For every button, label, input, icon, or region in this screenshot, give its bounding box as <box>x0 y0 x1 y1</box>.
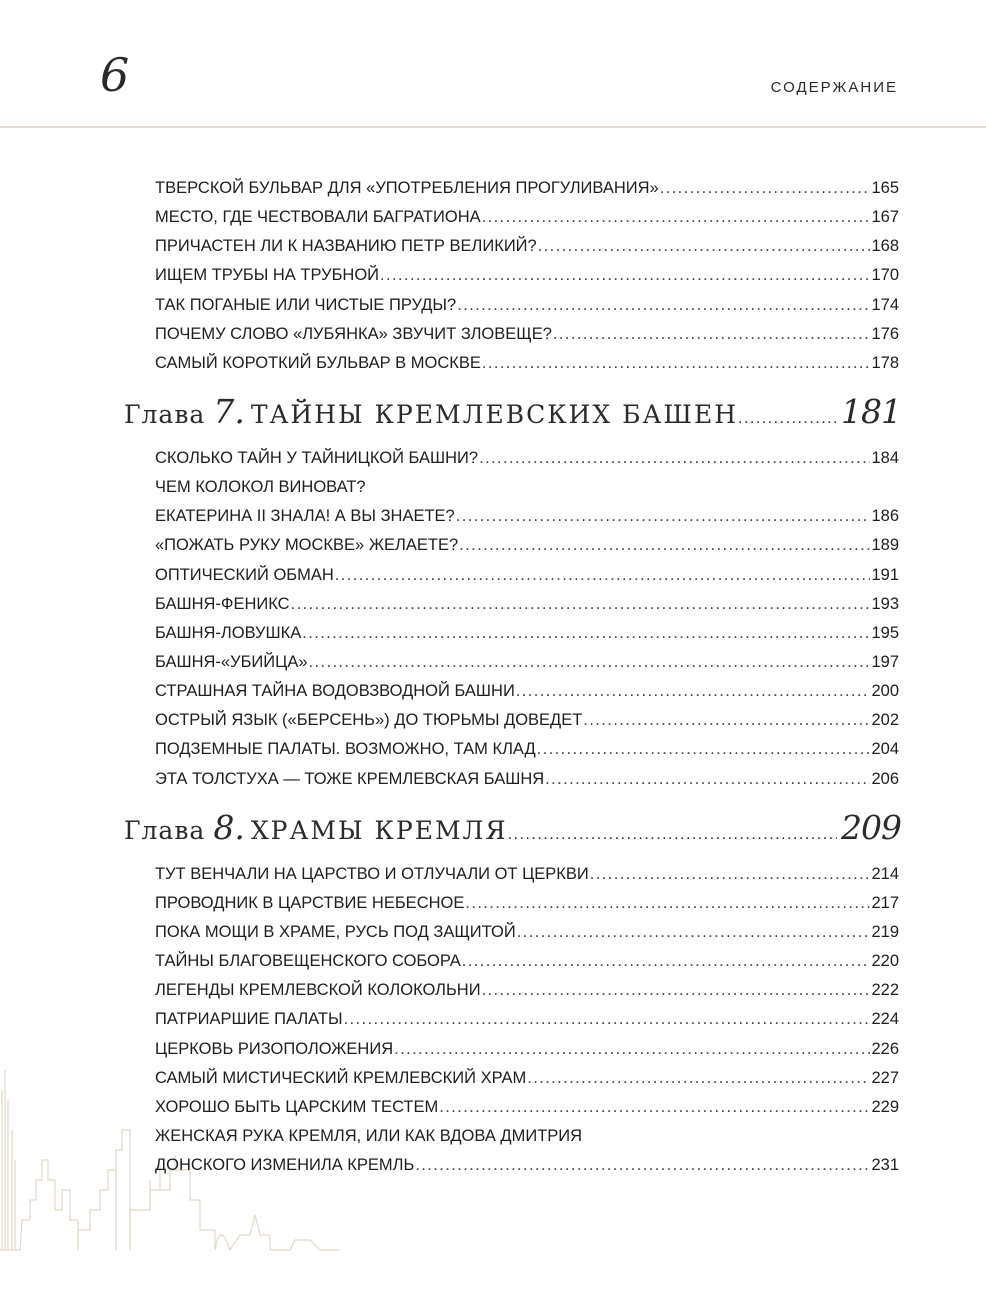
dot-leader <box>517 918 871 947</box>
chapter-label: Глава <box>124 815 206 845</box>
toc-entry[interactable] <box>155 1064 899 1093</box>
entry-page: 184 <box>871 448 899 467</box>
chapter-page: 209 <box>841 807 901 847</box>
chapter-number: 8. <box>213 807 245 847</box>
dot-leader <box>465 889 870 918</box>
dot-leader <box>590 860 871 889</box>
entry-title: ЕКАТЕРИНА II ЗНАЛА! А ВЫ ЗНАЕТЕ? <box>155 507 455 526</box>
chapter-8-heading[interactable] <box>124 799 901 856</box>
dot-leader <box>545 765 870 794</box>
dot-leader <box>583 706 870 735</box>
chapter-title: ХРАМЫ КРЕМЛЯ <box>250 815 508 845</box>
entry-title: ТАК ПОГАНЫЕ ИЛИ ЧИСТЫЕ ПРУДЫ? <box>155 295 457 314</box>
entry-page: 168 <box>871 237 899 256</box>
entry-title: ДОНСКОГО ИЗМЕНИЛА КРЕМЛЬ <box>155 1156 415 1175</box>
chapter-number: 7. <box>213 391 245 431</box>
entry-page: 174 <box>871 295 899 314</box>
entry-title: САМЫЙ МИСТИЧЕСКИЙ КРЕМЛЕВСКИЙ ХРАМ <box>155 1068 527 1087</box>
entry-page: 170 <box>871 266 899 285</box>
entry-title: ПОЧЕМУ СЛОВО «ЛУБЯНКА» ЗВУЧИТ ЗЛОВЕЩЕ? <box>155 324 552 343</box>
entry-title: ЦЕРКОВЬ РИЗОПОЛОЖЕНИЯ <box>155 1039 394 1058</box>
entry-page: 226 <box>871 1039 899 1058</box>
dot-leader <box>439 1093 870 1122</box>
toc-entry[interactable] <box>155 531 899 560</box>
dot-leader <box>538 232 871 261</box>
entry-title: ЭТА ТОЛСТУХА — ТОЖЕ КРЕМЛЕВСКАЯ БАШНЯ <box>155 769 545 788</box>
dot-leader <box>344 1005 871 1034</box>
toc-entry[interactable] <box>155 765 899 794</box>
entry-page: 224 <box>871 1010 899 1029</box>
toc-entry[interactable] <box>155 889 899 918</box>
dot-leader <box>457 291 870 320</box>
dot-leader <box>479 444 870 473</box>
entry-title: ЖЕНСКАЯ РУКА КРЕМЛЯ, ИЛИ КАК ВДОВА ДМИТРИЯ <box>155 1126 583 1145</box>
toc-entry[interactable] <box>155 648 899 677</box>
toc-entry[interactable] <box>155 261 899 290</box>
chapter-label: Глава <box>124 399 206 429</box>
entry-page: 165 <box>871 179 899 197</box>
entry-page: 176 <box>871 324 899 343</box>
toc-entry[interactable] <box>155 976 899 1005</box>
dot-leader <box>660 174 871 203</box>
toc-entry[interactable] <box>155 1093 899 1122</box>
dot-leader <box>291 590 871 619</box>
entry-title: ПАТРИАРШИЕ ПАЛАТЫ <box>155 1010 343 1029</box>
dot-leader <box>415 1151 870 1180</box>
entry-title: ОСТРЫЙ ЯЗЫК («БЕРСЕНЬ») ДО ТЮРЬМЫ ДОВЕДЕТ <box>155 711 583 730</box>
dot-leader <box>527 1064 870 1093</box>
entry-title: СКОЛЬКО ТАЙН У ТАЙНИЦКОЙ БАШНИ? <box>155 448 479 467</box>
entry-title: БАШНЯ-«УБИЙЦА» <box>155 652 308 671</box>
toc-entry[interactable] <box>155 232 899 261</box>
chapter-title: ТАЙНЫ КРЕМЛЕВСКИХ БАШЕН <box>250 399 738 429</box>
toc-entry[interactable] <box>155 918 899 947</box>
toc-entry[interactable] <box>155 320 899 349</box>
entry-page: 222 <box>871 981 899 1000</box>
toc-entry[interactable] <box>155 1035 899 1064</box>
entry-page: 178 <box>871 353 899 372</box>
toc-entry[interactable] <box>155 706 899 735</box>
toc-entry[interactable] <box>155 619 899 648</box>
dot-leader <box>508 806 837 863</box>
page-number: 6 <box>100 48 129 102</box>
toc-entry[interactable] <box>155 203 899 232</box>
dot-leader <box>537 735 871 764</box>
table-of-contents <box>124 174 901 1180</box>
entry-title: ХОРОШО БЫТЬ ЦАРСКИМ ТЕСТЕМ <box>155 1097 439 1116</box>
dot-leader <box>456 502 871 531</box>
toc-entry[interactable] <box>155 502 899 531</box>
entry-title: БАШНЯ-ЛОВУШКА <box>155 623 302 642</box>
dot-leader <box>380 261 870 290</box>
chapter-page: 181 <box>841 391 901 431</box>
entry-page: 204 <box>871 740 899 759</box>
dot-leader <box>482 203 871 232</box>
toc-entry[interactable] <box>155 1005 899 1034</box>
dot-leader <box>309 648 871 677</box>
toc-entry[interactable] <box>155 590 899 619</box>
entry-page: 197 <box>871 652 899 671</box>
entry-title: БАШНЯ-ФЕНИКС <box>155 594 290 613</box>
entry-title: ПРИЧАСТЕН ЛИ К НАЗВАНИЮ ПЕТР ВЕЛИКИЙ? <box>155 237 537 256</box>
entry-page: 200 <box>871 682 899 701</box>
toc-entry[interactable] <box>155 947 899 976</box>
entry-page: 229 <box>871 1097 899 1116</box>
dot-leader <box>482 976 871 1005</box>
toc-entry[interactable] <box>155 473 899 502</box>
entry-title: ЧЕМ КОЛОКОЛ ВИНОВАТ? <box>155 478 366 497</box>
toc-entry[interactable] <box>155 860 899 889</box>
entry-page: 189 <box>871 536 899 555</box>
entry-page: 214 <box>871 864 899 883</box>
entry-page: 219 <box>871 922 899 941</box>
entry-title: ПОКА МОЩИ В ХРАМЕ, РУСЬ ПОД ЗАЩИТОЙ <box>155 922 516 941</box>
header-rule <box>0 126 986 128</box>
toc-entry[interactable] <box>155 349 899 378</box>
dot-leader <box>335 561 871 590</box>
entry-page: 231 <box>871 1156 899 1175</box>
entry-title: ИЩЕМ ТРУБЫ НА ТРУБНОЙ <box>155 266 380 285</box>
toc-entry[interactable] <box>155 735 899 764</box>
dot-leader <box>482 349 871 378</box>
entry-title: ОПТИЧЕСКИЙ ОБМАН <box>155 565 334 584</box>
toc-entry[interactable] <box>155 561 899 590</box>
entry-page: 167 <box>871 208 899 227</box>
entry-title: «ПОЖАТЬ РУКУ МОСКВЕ» ЖЕЛАЕТЕ? <box>155 536 459 555</box>
entry-page: 193 <box>871 594 899 613</box>
entry-page: 202 <box>871 711 899 730</box>
toc-entry[interactable] <box>155 1151 899 1180</box>
dot-leader <box>553 320 871 349</box>
entry-title: ЛЕГЕНДЫ КРЕМЛЕВСКОЙ КОЛОКОЛЬНИ <box>155 981 481 1000</box>
entry-page: 195 <box>871 623 899 642</box>
running-head: СОДЕРЖАНИЕ <box>770 79 898 96</box>
entry-page: 186 <box>871 507 899 526</box>
dot-leader <box>459 531 870 560</box>
toc-entry[interactable] <box>155 174 899 203</box>
dot-leader <box>516 677 871 706</box>
entry-title: ТВЕРСКОЙ БУЛЬВАР ДЛЯ «УПОТРЕБЛЕНИЯ ПРОГУЛИВАНИЯ» <box>155 179 659 197</box>
entry-title: МЕСТО, ГДЕ ЧЕСТВОВАЛИ БАГРАТИОНА <box>155 208 481 227</box>
entry-title: СТРАШНАЯ ТАЙНА ВОДОВЗВОДНОЙ БАШНИ <box>155 682 515 701</box>
entry-page: 227 <box>871 1068 899 1087</box>
dot-leader <box>394 1035 870 1064</box>
dot-leader <box>738 390 837 447</box>
entry-title: ПРОВОДНИК В ЦАРСТВИЕ НЕБЕСНОЕ <box>155 893 465 912</box>
entry-title: ТУТ ВЕНЧАЛИ НА ЦАРСТВО И ОТЛУЧАЛИ ОТ ЦЕРКВИ <box>155 864 589 883</box>
entry-title: ПОДЗЕМНЫЕ ПАЛАТЫ. ВОЗМОЖНО, ТАМ КЛАД <box>155 740 536 759</box>
chapter-7-heading[interactable] <box>124 383 901 440</box>
entry-title: ТАЙНЫ БЛАГОВЕЩЕНСКОГО СОБОРА <box>155 952 461 971</box>
toc-entry[interactable] <box>155 677 899 706</box>
entry-page: 206 <box>871 769 899 788</box>
entry-title: САМЫЙ КОРОТКИЙ БУЛЬВАР В МОСКВЕ <box>155 353 481 372</box>
entry-page: 220 <box>871 952 899 971</box>
dot-leader <box>302 619 870 648</box>
entry-page: 217 <box>871 893 899 912</box>
toc-entry[interactable] <box>155 291 899 320</box>
entry-page: 191 <box>871 565 899 584</box>
dot-leader <box>462 947 871 976</box>
toc-entry[interactable] <box>155 1122 899 1151</box>
toc-entry[interactable] <box>155 444 899 473</box>
